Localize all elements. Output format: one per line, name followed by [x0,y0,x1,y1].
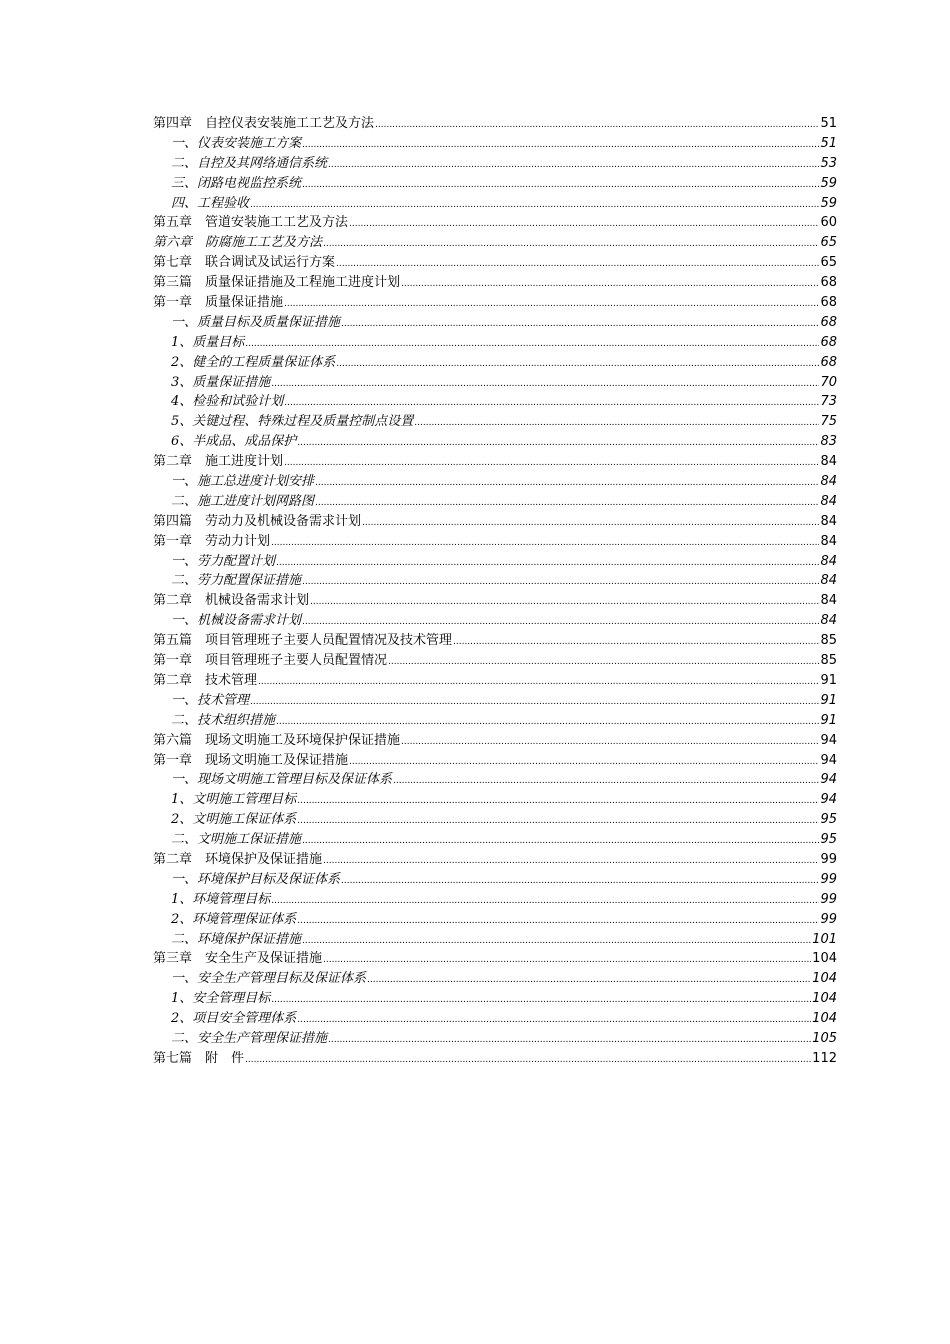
toc-entry-page-number: 99 [820,891,837,907]
toc-entry-title: 2、环境管理保证体系 [171,911,297,927]
toc-entry-title: 一、现场文明施工管理目标及保证体系 [171,772,393,788]
toc-entry-title: 4、检验和试验计划 [171,394,284,410]
toc-entry[interactable] [153,671,837,691]
toc-dot-leader [414,412,819,432]
toc-entry-page-number: 84 [820,513,837,529]
toc-dot-leader [302,174,819,194]
toc-entry-title: 一、施工总进度计划安排 [171,474,315,490]
toc-entry-page-number: 95 [820,812,837,828]
toc-entry-title: 第一章 质量保证措施 [153,295,284,311]
toc-dot-leader [341,870,819,890]
toc-entry-title: 第五篇 项目管理班子主要人员配置情况及技术管理 [153,633,453,649]
toc-dot-leader [297,910,819,930]
toc-entry[interactable] [153,711,837,731]
toc-dot-leader [302,930,811,950]
toc-entry[interactable] [153,691,837,711]
toc-dot-leader [302,571,819,591]
toc-entry-page-number: 94 [820,772,837,788]
toc-entry-title: 第六篇 现场文明施工及环境保护保证措施 [153,732,401,748]
toc-entry-page-number: 83 [820,434,837,450]
toc-entry-title: 第三篇 质量保证措施及工程施工进度计划 [153,275,401,291]
toc-entry-title: 四、工程验收 [171,195,250,211]
toc-dot-leader [328,154,819,174]
toc-entry[interactable] [153,253,837,273]
toc-entry-title: 1、文明施工管理目标 [171,792,297,808]
toc-dot-leader [453,631,819,651]
toc-dot-leader [336,353,819,373]
toc-entry[interactable] [153,830,837,850]
toc-dot-leader [245,333,819,353]
toc-entry-title: 二、技术组织措施 [171,712,276,728]
toc-entry[interactable] [153,333,837,353]
toc-entry[interactable] [153,989,837,1009]
toc-dot-leader [276,552,819,572]
toc-dot-leader [315,492,819,512]
toc-entry-page-number: 70 [820,374,837,390]
toc-dot-leader [302,134,819,154]
toc-entry-title: 一、质量目标及质量保证措施 [171,314,341,330]
toc-entry[interactable] [153,591,837,611]
toc-dot-leader [284,452,819,472]
toc-entry[interactable] [153,532,837,552]
toc-entry-page-number: 59 [820,175,837,191]
toc-dot-leader [393,770,819,790]
toc-entry[interactable] [153,213,837,233]
toc-entry-title: 第六章 防腐施工工艺及方法 [153,235,323,251]
toc-dot-leader [276,711,819,731]
toc-dot-leader [349,213,819,233]
toc-dot-leader [336,253,819,273]
toc-entry[interactable] [153,353,837,373]
toc-entry-page-number: 99 [820,911,837,927]
toc-entry[interactable] [153,174,837,194]
toc-entry[interactable] [153,373,837,393]
toc-dot-leader [284,293,819,313]
toc-entry-page-number: 91 [820,672,837,688]
toc-entry-page-number: 84 [820,613,837,629]
toc-entry[interactable] [153,850,837,870]
toc-dot-leader [310,591,819,611]
toc-dot-leader [297,810,819,830]
toc-entry-page-number: 84 [820,533,837,549]
toc-dot-leader [258,671,819,691]
toc-entry-page-number: 51 [820,135,837,151]
toc-entry-page-number: 104 [812,1011,837,1027]
toc-entry[interactable] [153,631,837,651]
toc-entry-title: 一、劳力配置计划 [171,553,276,569]
toc-entry[interactable] [153,1009,837,1029]
toc-entry[interactable] [153,233,837,253]
toc-entry-title: 第二章 环境保护及保证措施 [153,851,323,867]
toc-entry-title: 二、环境保护保证措施 [171,931,302,947]
toc-dot-leader [323,233,819,253]
toc-entry-title: 第二章 施工进度计划 [153,454,284,470]
toc-dot-leader [250,194,819,214]
toc-entry-page-number: 94 [820,732,837,748]
toc-entry-title: 第四章 自控仪表安装施工工艺及方法 [153,116,375,131]
toc-entry-title: 2、项目安全管理体系 [171,1011,297,1027]
toc-entry-page-number: 99 [820,871,837,887]
toc-dot-leader [250,691,819,711]
toc-entry-page-number: 94 [820,752,837,768]
toc-entry-title: 一、环境保护目标及保证体系 [171,871,341,887]
toc-entry-page-number: 101 [812,931,837,947]
toc-entry[interactable] [153,930,837,950]
toc-entry[interactable] [153,412,837,432]
toc-entry-page-number: 84 [820,474,837,490]
toc-entry-page-number: 59 [820,195,837,211]
toc-entry[interactable] [153,492,837,512]
toc-dot-leader [315,472,819,492]
toc-entry-title: 二、安全生产管理保证措施 [171,1030,328,1046]
toc-entry[interactable] [153,313,837,333]
toc-entry[interactable] [153,472,837,492]
toc-entry-page-number: 73 [820,394,837,410]
toc-entry-title: 6、半成品、成品保护 [171,434,297,450]
toc-entry-title: 第四篇 劳动力及机械设备需求计划 [153,513,362,529]
toc-dot-leader [367,969,811,989]
toc-dot-leader [349,751,819,771]
toc-dot-leader [297,1009,811,1029]
toc-entry-page-number: 68 [820,295,837,311]
toc-entry-title: 一、技术管理 [171,692,250,708]
toc-dot-leader [341,313,819,333]
toc-entry-title: 第五章 管道安装施工工艺及方法 [153,215,349,231]
toc-entry-page-number: 60 [820,215,837,231]
toc-dot-leader [271,989,811,1009]
toc-entry[interactable] [153,194,837,214]
toc-entry[interactable] [153,392,837,412]
toc-entry-title: 第二章 机械设备需求计划 [153,593,310,609]
toc-entry-title: 1、环境管理目标 [171,891,271,907]
toc-entry-title: 第二章 技术管理 [153,672,258,688]
toc-entry[interactable] [153,870,837,890]
toc-entry-title: 第三章 安全生产及保证措施 [153,951,323,967]
toc-entry-page-number: 112 [812,1050,837,1066]
toc-entry-title: 二、自控及其网络通信系统 [171,155,328,171]
toc-entry[interactable] [153,571,837,591]
toc-entry-page-number: 65 [820,255,837,271]
toc-entry-title: 5、关键过程、特殊过程及质量控制点设置 [171,414,414,430]
toc-entry[interactable] [153,810,837,830]
toc-entry[interactable] [153,910,837,930]
toc-entry[interactable] [153,154,837,174]
toc-entry[interactable] [153,651,837,671]
toc-entry[interactable] [153,949,837,969]
toc-entry-page-number: 68 [820,314,837,330]
toc-entry-page-number: 65 [820,235,837,251]
toc-entry[interactable] [153,1049,837,1069]
toc-entry[interactable] [153,452,837,472]
toc-entry-page-number: 68 [820,334,837,350]
toc-dot-leader [302,830,819,850]
toc-dot-leader [284,392,819,412]
toc-dot-leader [328,1029,811,1049]
toc-entry[interactable] [153,890,837,910]
toc-entry[interactable] [153,512,837,532]
toc-entry-page-number: 99 [820,851,837,867]
toc-entry-title: 2、文明施工保证体系 [171,812,297,828]
toc-entry[interactable] [153,273,837,293]
toc-entry-title: 1、质量目标 [171,334,245,350]
toc-entry-title: 一、安全生产管理目标及保证体系 [171,971,367,987]
toc-entry-title: 1、安全管理目标 [171,991,271,1007]
toc-dot-leader [245,1049,811,1069]
toc-entry[interactable] [153,552,837,572]
toc-dot-leader [362,512,819,532]
toc-entry-page-number: 104 [812,991,837,1007]
toc-dot-leader [271,890,819,910]
toc-entry-title: 第一章 劳动力计划 [153,533,271,549]
toc-dot-leader [297,432,819,452]
toc-entry-page-number: 105 [812,1030,837,1046]
toc-entry-title: 一、仪表安装施工方案 [171,135,302,151]
toc-dot-leader [271,373,819,393]
toc-entry[interactable] [153,432,837,452]
toc-entry-page-number: 68 [820,354,837,370]
toc-entry[interactable] [153,770,837,790]
toc-entry-page-number: 94 [820,792,837,808]
toc-entry-title: 二、劳力配置保证措施 [171,573,302,589]
toc-entry[interactable] [153,969,837,989]
toc-entry-title: 3、质量保证措施 [171,374,271,390]
toc-entry[interactable] [153,293,837,313]
table-of-contents [153,114,837,1069]
toc-entry-title: 第七章 联合调试及试运行方案 [153,255,336,271]
toc-dot-leader [401,273,819,293]
toc-entry-title: 第七篇 附 件 [153,1050,245,1066]
toc-entry-page-number: 85 [820,653,837,669]
toc-entry-page-number: 85 [820,633,837,649]
toc-entry-page-number: 104 [812,951,837,967]
toc-entry-title: 第一章 现场文明施工及保证措施 [153,752,349,768]
toc-entry-page-number: 84 [820,493,837,509]
toc-dot-leader [323,949,811,969]
toc-entry-page-number: 104 [812,971,837,987]
toc-entry[interactable] [153,1029,837,1049]
toc-entry-page-number: 84 [820,553,837,569]
toc-entry-page-number: 84 [820,593,837,609]
toc-entry-title: 二、施工进度计划网路图 [171,493,315,509]
toc-entry-page-number: 51 [820,116,837,131]
toc-entry-title: 一、机械设备需求计划 [171,613,302,629]
toc-dot-leader [323,850,819,870]
toc-entry[interactable] [153,751,837,771]
toc-entry-page-number: 53 [820,155,837,171]
toc-dot-leader [388,651,819,671]
toc-entry-page-number: 95 [820,832,837,848]
toc-entry[interactable] [153,611,837,631]
toc-entry-title: 2、健全的工程质量保证体系 [171,354,336,370]
toc-dot-leader [297,790,819,810]
toc-dot-leader [401,731,819,751]
toc-entry-page-number: 84 [820,573,837,589]
toc-entry-title: 二、文明施工保证措施 [171,832,302,848]
toc-entry-page-number: 91 [820,692,837,708]
toc-dot-leader [271,532,819,552]
toc-entry-title: 三、闭路电视监控系统 [171,175,302,191]
toc-dot-leader [375,114,819,134]
toc-entry-title: 第一章 项目管理班子主要人员配置情况 [153,653,388,669]
toc-entry[interactable] [153,731,837,751]
toc-entry-page-number: 75 [820,414,837,430]
toc-entry[interactable] [153,114,837,134]
toc-entry[interactable] [153,790,837,810]
toc-entry-page-number: 91 [820,712,837,728]
toc-dot-leader [302,611,819,631]
toc-entry[interactable] [153,134,837,154]
toc-entry-page-number: 68 [820,275,837,291]
toc-entry-page-number: 84 [820,454,837,470]
